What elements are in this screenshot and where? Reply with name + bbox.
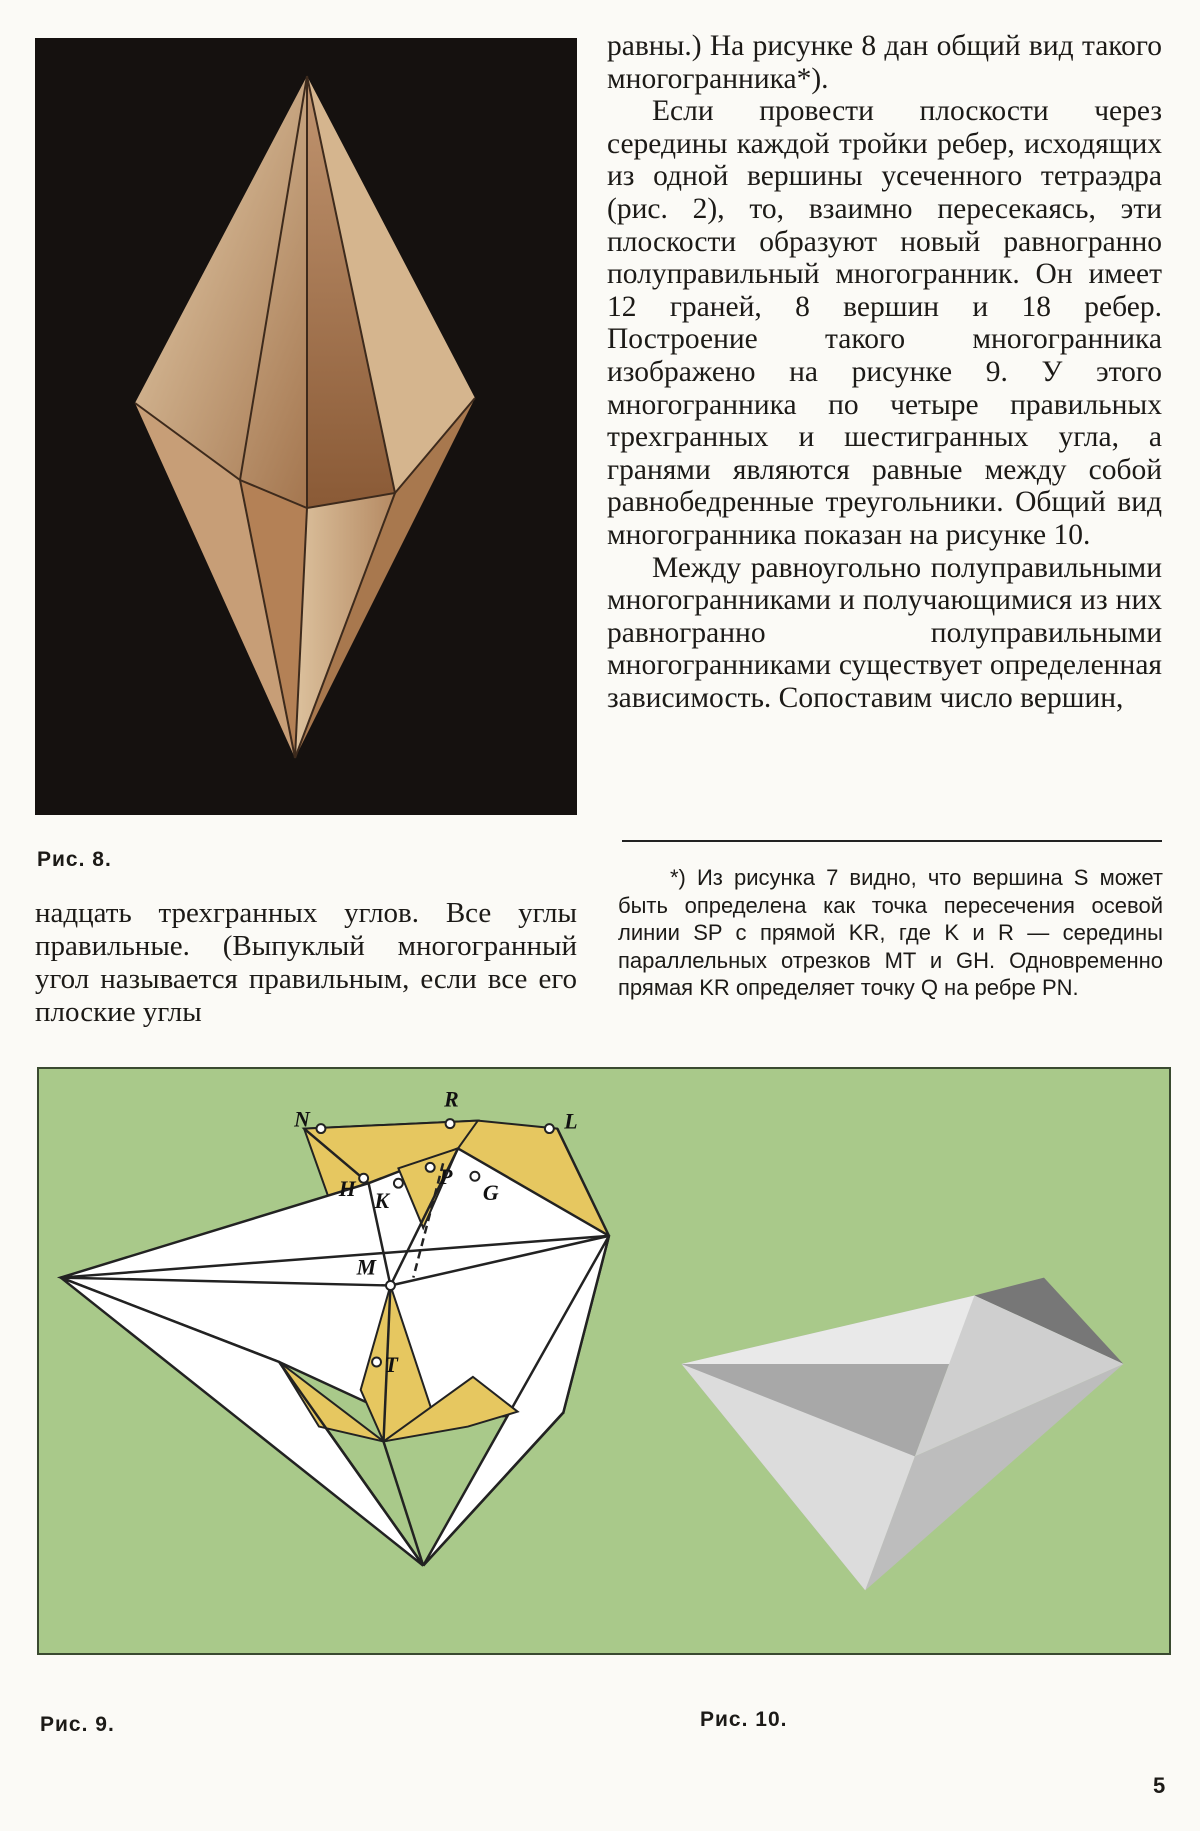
footnote-text: *) Из рисунка 7 видно, что вершина S может быть определена как точка пересечения осевой линии SP с прямой KR, где K и R — середины параллельных отрезков MT и GH. Одновременно прямая KR определяет точку Q на ребре PN. (618, 865, 1163, 1000)
footnote-rule (622, 840, 1162, 842)
footnote (618, 864, 1163, 1002)
label-M: M (356, 1255, 377, 1280)
fig10-caption: Рис. 10. (700, 1708, 788, 1731)
fig9-caption: Рис. 9. (40, 1713, 115, 1736)
left-column-text (35, 897, 577, 1029)
label-L: L (564, 1109, 578, 1134)
page-number: 5 (1153, 1773, 1166, 1798)
right-column-text (607, 30, 1162, 714)
figure-9-10-panel (37, 1067, 1171, 1655)
construction-diagram (39, 1069, 1169, 1653)
bipyramid-image (35, 38, 577, 815)
label-N: N (294, 1107, 310, 1132)
label-G: G (482, 1181, 499, 1206)
fig9-drawing (61, 1088, 609, 1566)
figure-8-photo (35, 38, 577, 815)
label-P: P (439, 1165, 453, 1190)
paragraph: Если провести плоскости через середины каждой тройки ребер, исходящих из одной вершины усеченного тетраэдра (рис. 2), то, взаимно пересекаясь, эти плоскости образуют новый равногранно полуправильный многогранник. Он имеет 12 граней, 8 вершин и 18 ребер. Построение такого многогранника изображено на рисунке 9. У этого многогранника по четыре правильных трехгранных и шестигранных угла, а гранями являются равные между собой равнобедренные треугольники. Общий вид многогранника показан на рисунке 10. (607, 95, 1162, 551)
label-H: H (338, 1177, 356, 1202)
paragraph: Между равноугольно полуправильными многогранниками и получающимися из них равногранно полуправильными многогранниками существует определенная зависимость. Сопоставим число вершин, (607, 551, 1162, 714)
label-R: R (444, 1087, 459, 1112)
fig10-drawing (681, 1278, 1123, 1591)
label-K: K (374, 1189, 390, 1214)
paragraph: надцать трехгранных углов. Все углы правильные. (Выпуклый многогранный угол называется правильным, если все его плоские углы (35, 897, 577, 1028)
fig8-caption: Рис. 8. (37, 848, 112, 871)
label-T: T (384, 1352, 398, 1377)
paragraph: равны.) На рисунке 8 дан общий вид такого многогранника*). (607, 30, 1162, 95)
